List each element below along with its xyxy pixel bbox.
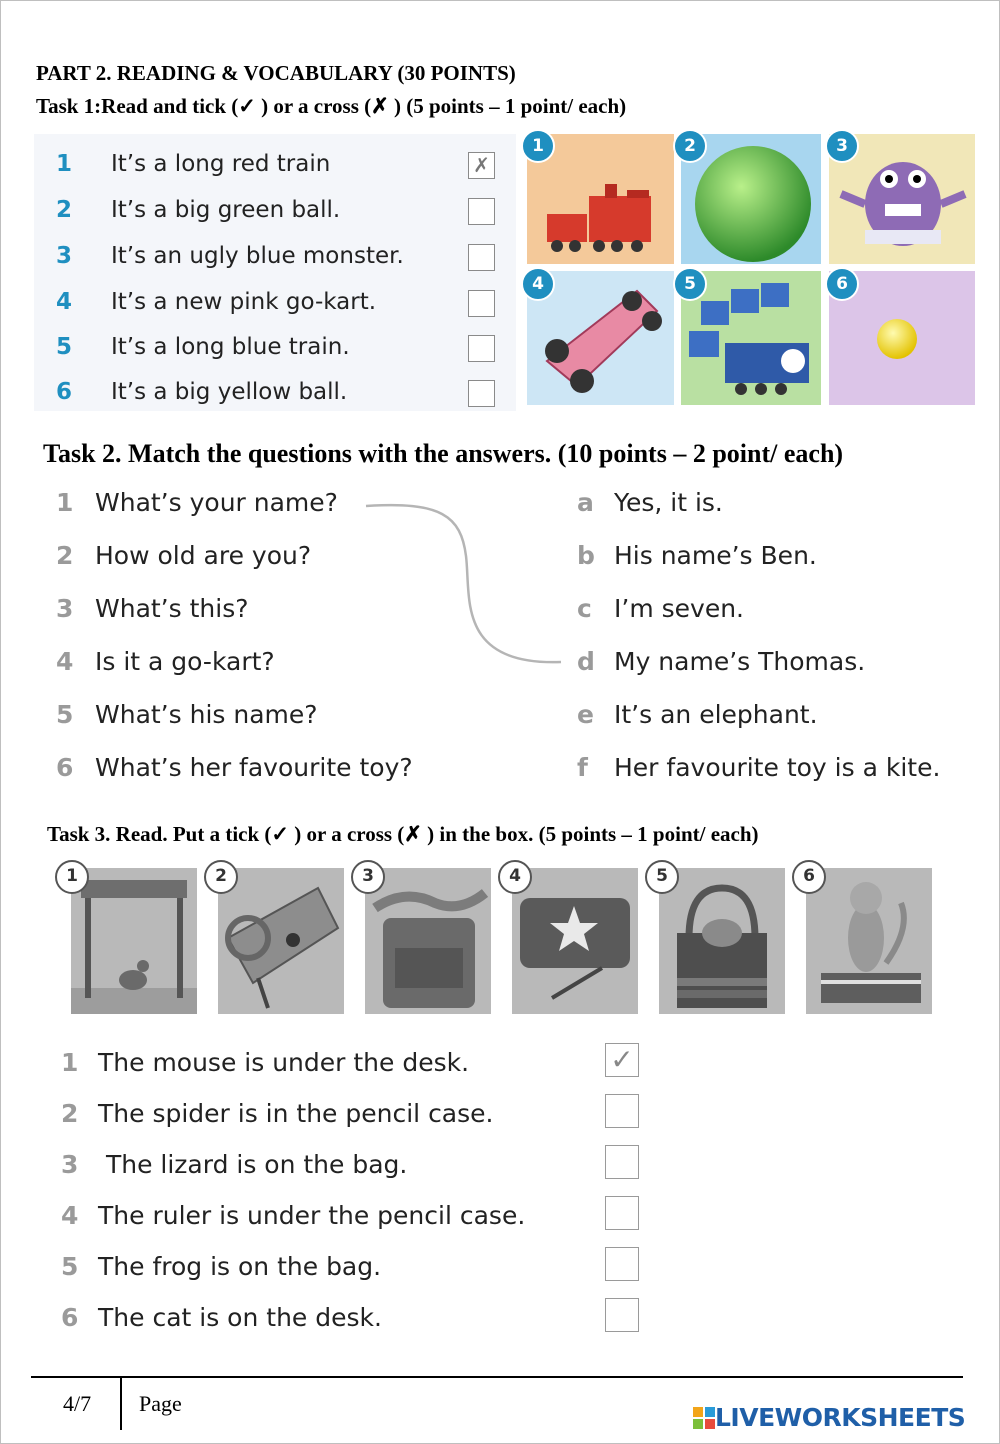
bag-frog-icon — [659, 868, 785, 1014]
answer-text: I’m seven. — [614, 594, 744, 623]
answer-text: It’s an elephant. — [614, 700, 818, 729]
answer-letter: c — [577, 594, 592, 623]
page-label: Page — [139, 1391, 182, 1416]
question-text: Is it a go-kart? — [95, 647, 275, 676]
task1-item-number: 6 — [56, 379, 73, 405]
task1-item-text: It’s an ugly blue monster. — [111, 243, 404, 269]
picture-frog-bag — [659, 868, 785, 1014]
bag-lizard-icon — [365, 868, 491, 1014]
picture-lizard-bag — [365, 868, 491, 1014]
task3-answer-box-2[interactable] — [605, 1094, 639, 1128]
star-pencil-case-icon — [512, 868, 638, 1014]
task1-answer-box-2[interactable] — [468, 198, 495, 225]
task3-item-text: The frog is on the bag. — [98, 1252, 382, 1281]
question-text: What’s your name? — [95, 488, 338, 517]
task2-title: Task 2. Match the questions with the answers. (10 points – 2 point/ each) — [43, 439, 844, 468]
task3-item-text: The lizard is on the bag. — [98, 1150, 408, 1179]
desk-mouse-icon — [71, 868, 197, 1014]
picture-number-badge: 4 — [498, 860, 532, 894]
picture-mouse-desk — [71, 868, 197, 1014]
picture-cat-book — [806, 868, 932, 1014]
question-text: What’s her favourite toy? — [95, 753, 413, 782]
picture-number-badge: 3 — [351, 860, 385, 894]
picture-number-badge: 5 — [645, 860, 679, 894]
task3-item-number: 5 — [61, 1252, 79, 1281]
answer-text: Yes, it is. — [614, 488, 723, 517]
task3-item-text: The spider is in the pencil case. — [98, 1099, 494, 1128]
answer-letter: f — [577, 753, 588, 782]
cross-mark: ✗ — [473, 153, 490, 177]
answer-letter: a — [577, 488, 594, 517]
picture-pencil-case-spider — [218, 868, 344, 1014]
picture-number-badge: 6 — [792, 860, 826, 894]
task3-answer-box-3[interactable] — [605, 1145, 639, 1179]
picture-number-badge: 2 — [204, 860, 238, 894]
answer-letter: b — [577, 541, 595, 570]
question-text: How old are you? — [95, 541, 312, 570]
picture-number-badge: 2 — [673, 129, 707, 163]
task1-answer-box-6[interactable] — [468, 380, 495, 407]
task1-item-number: 3 — [56, 243, 73, 269]
picture-number-badge: 1 — [521, 129, 555, 163]
tick-mark: ✓ — [610, 1043, 634, 1076]
question-text: What’s his name? — [95, 700, 318, 729]
task3-item-text: The cat is on the desk. — [98, 1303, 382, 1332]
answer-letter: d — [577, 647, 595, 676]
picture-number-badge: 3 — [825, 129, 859, 163]
task1-item-number: 2 — [56, 197, 73, 223]
question-number: 5 — [56, 700, 74, 729]
footer-separator — [120, 1378, 122, 1430]
task3-answer-box-1[interactable] — [605, 1043, 639, 1077]
question-number: 2 — [56, 541, 74, 570]
picture-number-badge: 6 — [825, 267, 859, 301]
part-title: PART 2. READING & VOCABULARY (30 POINTS) — [36, 61, 516, 85]
liveworksheets-logo-icon — [693, 1407, 715, 1431]
answer-text: His name’s Ben. — [614, 541, 817, 570]
task3-answer-box-6[interactable] — [605, 1298, 639, 1332]
brand-name: LIVEWORKSHEETS — [715, 1403, 966, 1432]
task1-answer-box-3[interactable] — [468, 244, 495, 271]
task1-title: Task 1:Read and tick (✓ ) or a cross (✗ ) (5 points – 1 point/ each) — [36, 94, 627, 118]
task1-item-text: It’s a new pink go-kart. — [111, 289, 377, 315]
task3-item-number: 3 — [61, 1150, 79, 1179]
answer-letter: e — [577, 700, 594, 729]
task1-answer-box-5[interactable] — [468, 335, 495, 362]
task3-item-text: The mouse is under the desk. — [98, 1048, 470, 1077]
cat-book-icon — [806, 868, 932, 1014]
question-number: 4 — [56, 647, 74, 676]
task1-item-number: 4 — [56, 289, 73, 315]
answer-text: Her favourite toy is a kite. — [614, 753, 941, 782]
task1-item-text: It’s a long red train — [111, 151, 331, 177]
pencil-case-icon — [218, 868, 344, 1014]
task1-item-number: 5 — [56, 334, 73, 360]
footer-divider — [31, 1376, 963, 1378]
question-text: What’s this? — [95, 594, 249, 623]
question-number: 6 — [56, 753, 74, 782]
task3-answer-box-5[interactable] — [605, 1247, 639, 1281]
task3-item-text: The ruler is under the pencil case. — [98, 1201, 526, 1230]
question-number: 1 — [56, 488, 74, 517]
task1-answer-box-1[interactable] — [468, 152, 495, 179]
task1-item-number: 1 — [56, 151, 73, 177]
task1-item-text: It’s a long blue train. — [111, 334, 350, 360]
task3-item-number: 1 — [61, 1048, 79, 1077]
task1-item-text: It’s a big yellow ball. — [111, 379, 348, 405]
task3-item-number: 4 — [61, 1201, 79, 1230]
answer-text: My name’s Thomas. — [614, 647, 866, 676]
task3-item-number: 2 — [61, 1099, 79, 1128]
task3-item-number: 6 — [61, 1303, 79, 1332]
picture-number-badge: 4 — [521, 267, 555, 301]
task3-answer-box-4[interactable] — [605, 1196, 639, 1230]
task3-title: Task 3. Read. Put a tick (✓ ) or a cross (✗ ) in the box. (5 points – 1 point/ each) — [47, 822, 759, 846]
question-number: 3 — [56, 594, 74, 623]
match-line[interactable] — [361, 496, 571, 676]
picture-ruler-pencil-case — [512, 868, 638, 1014]
task1-answer-box-4[interactable] — [468, 290, 495, 317]
picture-number-badge: 5 — [673, 267, 707, 301]
page-number: 4/7 — [63, 1391, 92, 1416]
picture-number-badge: 1 — [55, 860, 89, 894]
task1-item-text: It’s a big green ball. — [111, 197, 341, 223]
